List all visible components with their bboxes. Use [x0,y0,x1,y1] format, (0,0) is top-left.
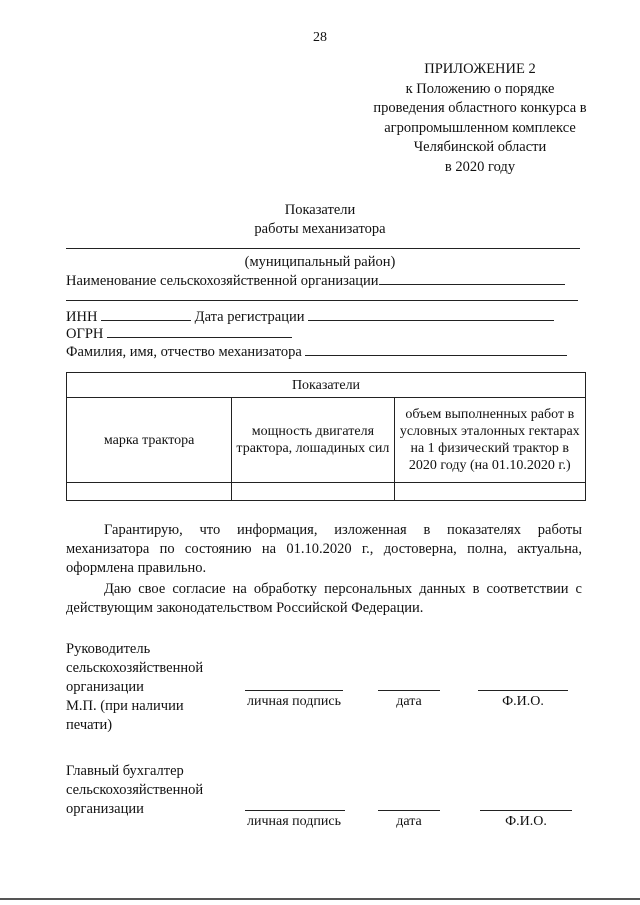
appendix-line: проведения областного конкурса в [373,100,587,116]
ogrn-input[interactable] [107,324,292,338]
appendix-line: агропромышленном комплексе [384,119,576,136]
district-line[interactable] [66,248,580,249]
column-header-work-volume: объем выполненных работ в условных эталонных гектарах на 1 физический трактор в 2020 году (на 01.10.2020 г.) [394,398,585,483]
head-role-line: организации [66,679,144,695]
reg-date-label: Дата регистрации [194,309,305,325]
accountant-role-line: Главный бухгалтер [66,763,184,779]
org-name-input[interactable] [379,271,565,285]
fio-label: Фамилия, имя, отчество механизатора [66,344,302,360]
appendix-line: ПРИЛОЖЕНИЕ 2 [424,61,536,77]
accountant-role-line: сельскохозяйственной [66,782,204,798]
head-signature-label: личная подпись [247,694,341,709]
title-line-1: Показатели [284,202,356,218]
table-cell-engine-power[interactable] [232,483,394,501]
inn-input[interactable] [101,307,191,321]
accountant-signatory [66,762,226,819]
head-date-label: дата [396,694,422,709]
table-cell-work-volume[interactable] [394,483,585,501]
accountant-name-line[interactable] [480,810,572,811]
guarantee-statement: Гарантирую, что информация, изложенная в показателях работы механизатора по состоянию на 01.10.2020 г., достоверна, полна, актуальна, оформлена правильно. [66,522,582,576]
table-header-row [67,398,586,483]
table-row [67,483,586,501]
accountant-role-line: организации [66,801,144,817]
column-header-engine-power: мощность двигателя трактора, лошадиных сил [232,398,394,483]
reg-date-input[interactable] [308,307,554,321]
appendix-line: к Положению о порядке [405,80,555,97]
page-number: 28 [313,30,327,45]
accountant-signature-label: личная подпись [247,814,341,829]
document-title [0,201,640,239]
fio-row [66,342,567,361]
head-name-label: Ф.И.О. [502,694,544,709]
head-date-line[interactable] [378,690,440,691]
head-name-line[interactable] [478,690,568,691]
head-signature-line[interactable] [245,690,343,691]
head-role-line: печати) [66,717,113,733]
org-name-continuation-line[interactable] [66,300,578,301]
head-signatory [66,640,226,735]
statements [66,521,582,618]
table-group-header-row [67,373,586,398]
accountant-date-label: дата [396,814,422,829]
accountant-name-label: Ф.И.О. [505,814,547,829]
head-role-line: сельскохозяйственной [66,660,204,676]
head-role-line: М.П. (при наличии [66,698,184,714]
appendix-header [345,60,615,177]
indicators-table [66,372,586,501]
district-caption: (муниципальный район) [244,254,396,270]
title-line-2: работы механизатора [254,221,386,237]
table-group-header: Показатели [67,373,586,398]
ogrn-row [66,324,292,343]
column-header-tractor-brand: марка трактора [67,398,232,483]
table-cell-tractor-brand[interactable] [67,483,232,501]
scan-edge [0,898,640,900]
accountant-date-line[interactable] [378,810,440,811]
inn-label: ИНН [66,309,98,325]
head-role-line: Руководитель [66,641,151,657]
appendix-line: Челябинской области [413,139,547,155]
fio-input[interactable] [305,342,567,356]
appendix-line: в 2020 году [444,158,516,175]
org-name-row [66,271,565,290]
org-name-label: Наименование сельскохозяйственной организации [66,273,379,289]
accountant-signature-line[interactable] [245,810,345,811]
consent-statement: Даю свое согласие на обработку персональных данных в соответствии с действующим законодательством Российской Федерации. [66,581,582,616]
ogrn-label: ОГРН [66,326,104,342]
